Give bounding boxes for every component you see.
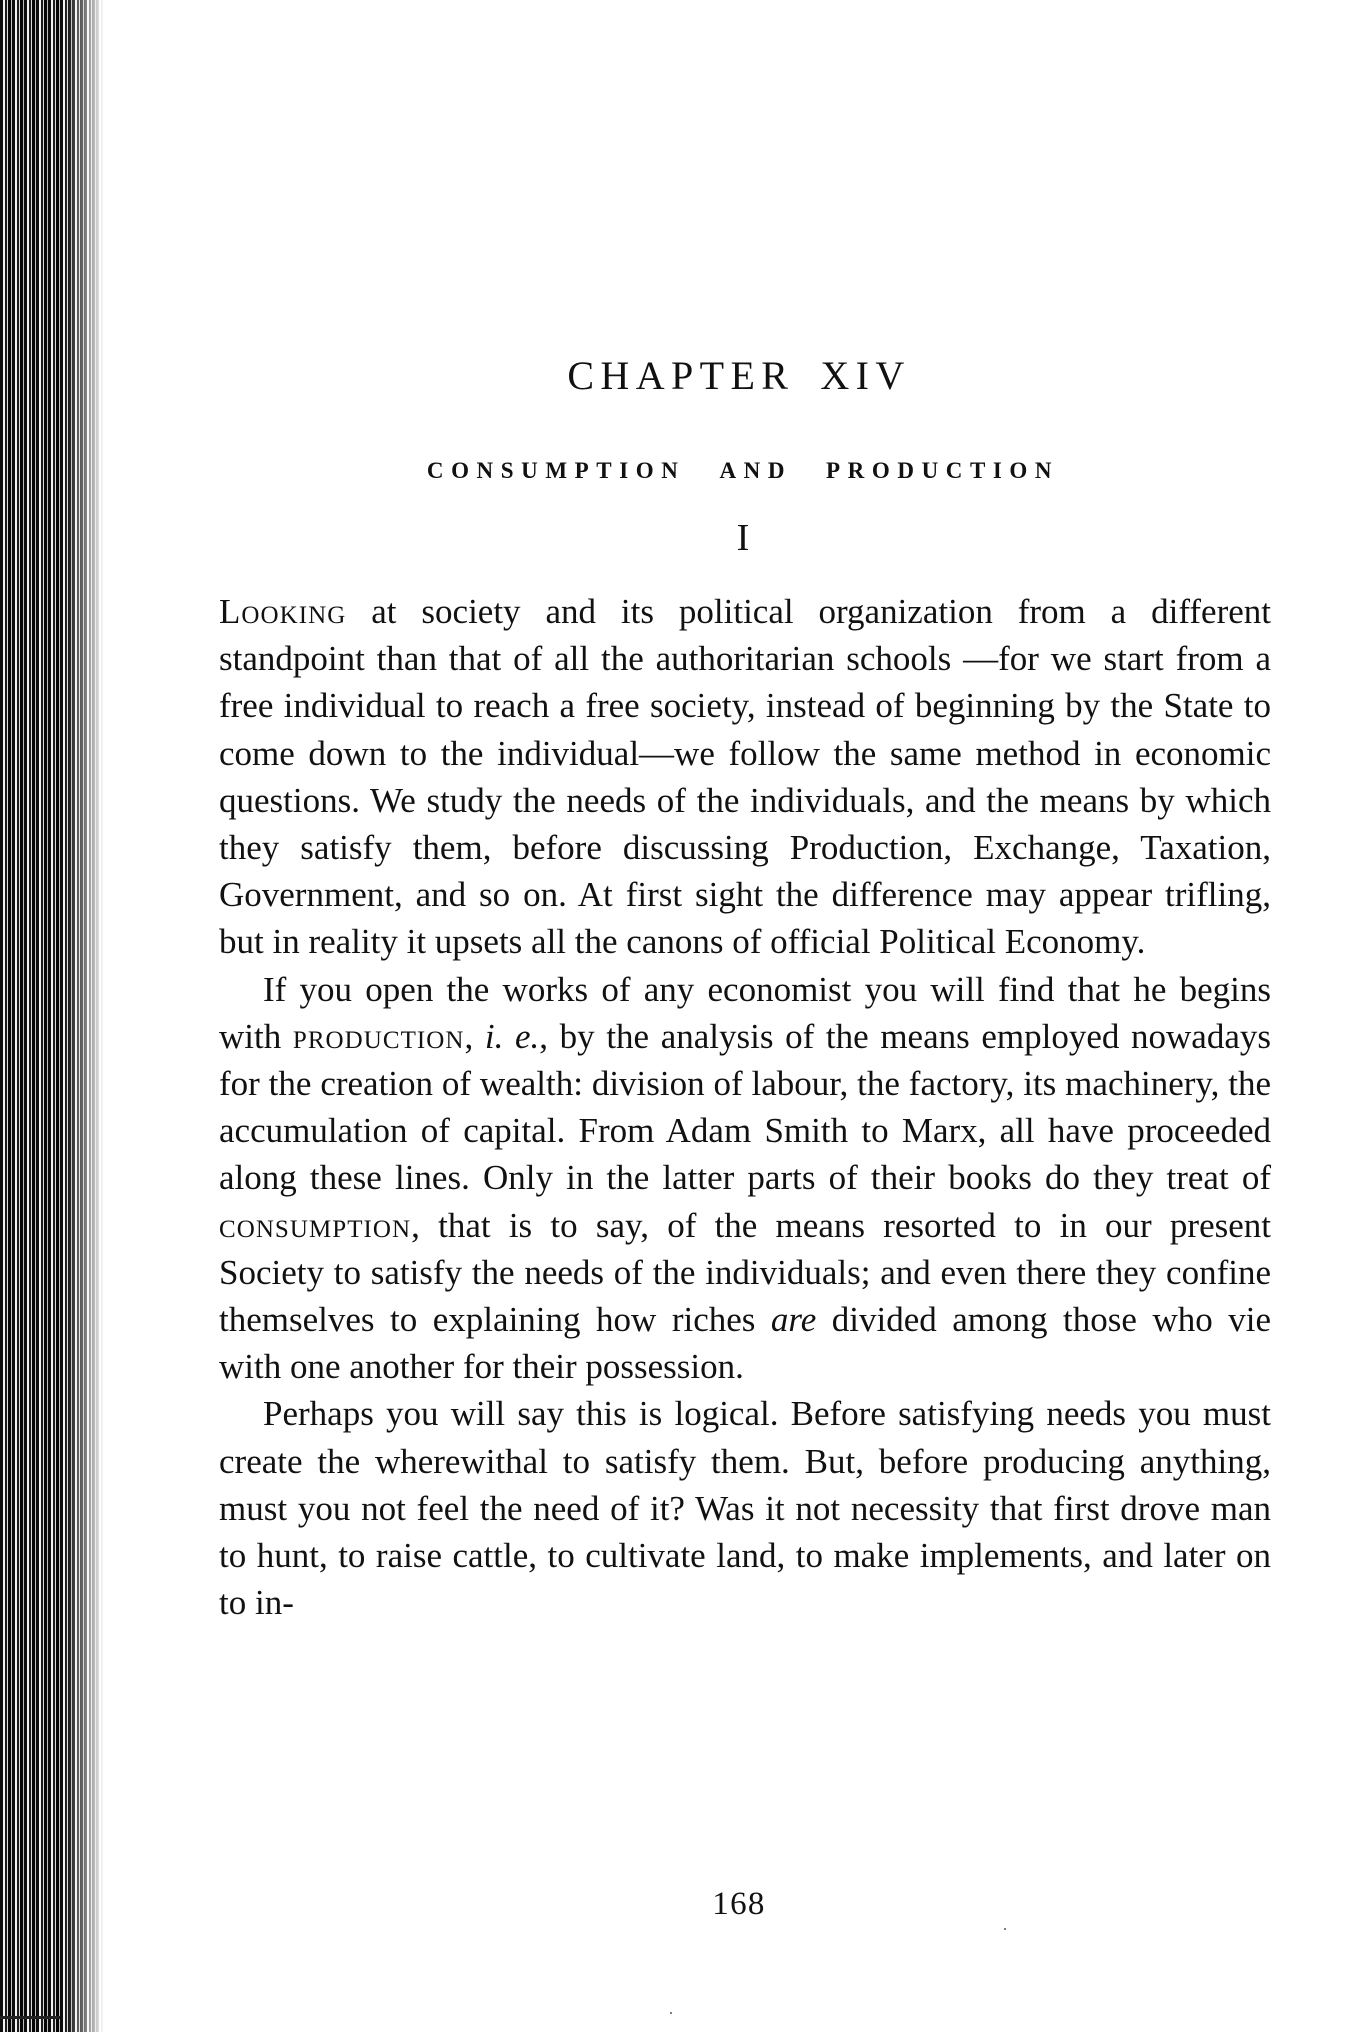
subtitle-word-and: AND bbox=[719, 458, 793, 483]
paragraph-1-text: at society and its political organization from a different standpoint than that of all the authoritarian schools —for we start from a free individual to reach a free society, instead of beginning by the State to come down to the individual—we follow the same method in economic questions. We study the needs of the individuals, and the means by which they satisfy them, before discussing Production, Exchange, Taxation, Government, and so on. At first sight the difference may appear trifling, but in reality it upsets all the canons of official Political Economy. bbox=[219, 592, 1271, 962]
paragraph-2-text-b: , bbox=[464, 1016, 485, 1056]
chapter-subtitle bbox=[60, 458, 1366, 484]
paragraph-1 bbox=[219, 588, 1271, 966]
chapter-heading bbox=[56, 352, 1366, 399]
book-spine-shadow bbox=[0, 0, 104, 2032]
small-caps-production: production bbox=[292, 1016, 465, 1056]
page-number: 168 bbox=[712, 1886, 766, 1922]
opening-small-caps: Looking bbox=[219, 592, 347, 631]
paragraph-2-text-a: If you open the works of any economist you will find that he begins with bbox=[219, 969, 1271, 1056]
paragraph-2-text-c: , by the analysis of the means employed nowadays for the creation of wealth: division of labour, the factory, its machinery, the accumulation of capital. From Adam Smith to Marx, all have proceeded along these lines. Only in the latter parts of their books do they treat of bbox=[219, 1016, 1271, 1198]
body-text bbox=[219, 588, 1271, 1626]
small-caps-consumption: consumption bbox=[219, 1205, 412, 1245]
paper-speck bbox=[1004, 1928, 1006, 1930]
subtitle-word-production: PRODUCTION bbox=[826, 458, 1060, 483]
paragraph-3 bbox=[219, 1390, 1271, 1626]
chapter-label: CHAPTER bbox=[567, 353, 795, 398]
paragraph-2-text-e: divided among those who vie with one another for their possession. bbox=[219, 1300, 1271, 1387]
paragraph-3-text: Perhaps you will say this is logical. Before satisfying needs you must create the wherewithal to satisfy them. But, before producing anything, must you not feel the need of it? Was it not necessity that first drove man to hunt, to raise cattle, to cultivate land, to make implements, and later on to in- bbox=[219, 1394, 1271, 1623]
spine-foot-mark bbox=[0, 2016, 60, 2019]
italic-are: are bbox=[770, 1300, 817, 1340]
subtitle-word-consumption: CONSUMPTION bbox=[426, 458, 686, 483]
paper-speck bbox=[670, 2012, 672, 2014]
chapter-number: XIV bbox=[820, 353, 911, 398]
paragraph-2-text-d: , that is to say, of the means resorted to in our present Society to satisfy the needs of the individuals; and even there they confine themselves to explaining how riches bbox=[219, 1205, 1271, 1340]
section-numeral: I bbox=[736, 517, 750, 559]
italic-ie: i. e. bbox=[484, 1016, 540, 1056]
paragraph-2 bbox=[219, 966, 1271, 1391]
